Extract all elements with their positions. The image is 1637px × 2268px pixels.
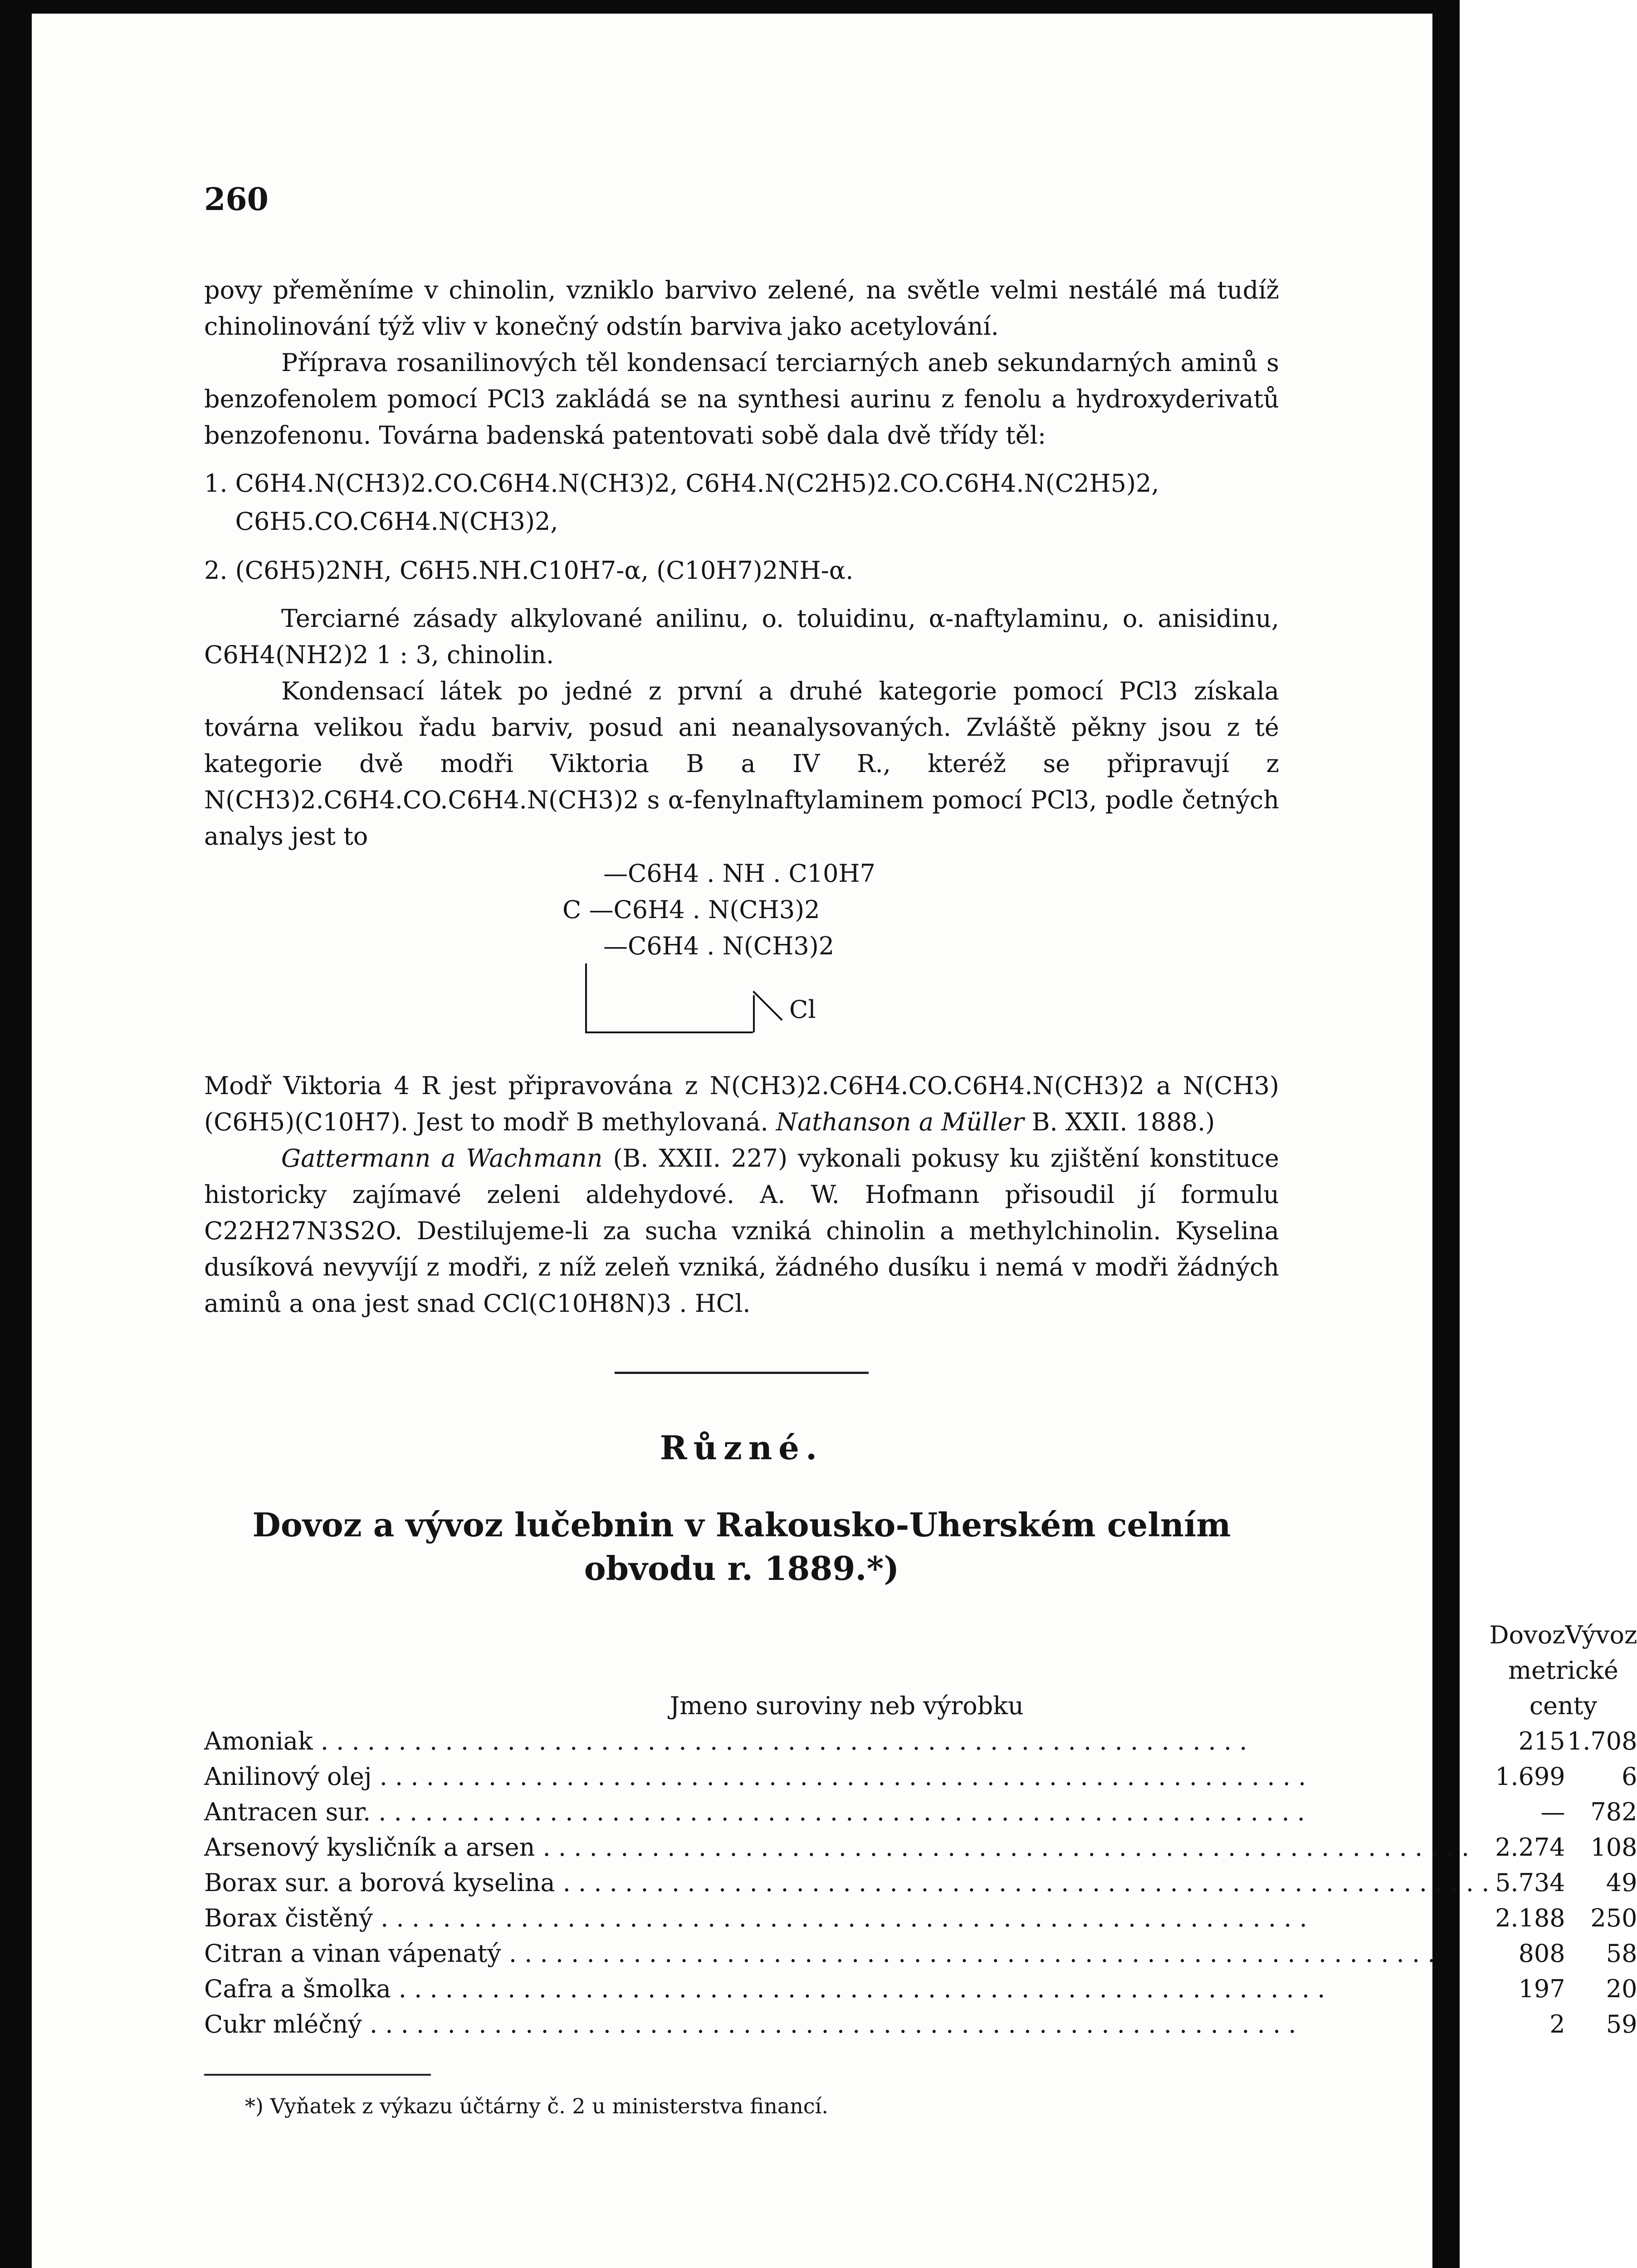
paragraph-1: povy přeměníme v chinolin, vzniklo barvivo zelené, na světle velmi nestálé má tudíž chinolinování týž vliv v konečný odstín barviva jako acetylování. [204, 276, 1279, 341]
section-title: Různé. [660, 1428, 824, 1467]
row-import: 197 [1518, 1975, 1565, 2003]
body-text-2 [204, 601, 1279, 855]
header-unit: metrické centy [1508, 1656, 1618, 1720]
row-name: Borax čistěný . . . . . . . . . . . . . . . . . . . . . . . . . . . . . . . . . . . . . . . . . . . . . . . . . . . . . . . . . . . . [204, 1904, 1307, 1932]
table-row [204, 1865, 1637, 1901]
body-text [204, 272, 1279, 454]
table-title: Dovoz a vývoz lučebnin v Rakousko-Uherském celním obvodu r. 1889.*) [252, 1505, 1231, 1588]
paragraph-5-citation-authors: Nathanson a Müller [776, 1108, 1024, 1136]
table-row [204, 1794, 1637, 1830]
row-export: 108 [1590, 1833, 1637, 1862]
paragraph-6-text: (B. XXII. 227) vykonali pokusy ku zjištění konstituce historicky zajímavé zeleni aldehydové. A. W. Hofmann přisoudil jí formulu C22H27N3S2O. Destilujeme-li za sucha vzniká chinolin a methylchinolin. Kyselina dusíková nevyvíjí z modři, z níž zeleň vzniká, žádného dusíku i nemá v modři žádných aminů a ona jest snad CCl(C10H8N)3 . HCl. [204, 1144, 1280, 1318]
footnote: *) Vyňatek z výkazu účtárny č. 2 u ministerstva financí. [245, 2094, 829, 2118]
row-name: Citran a vinan vápenatý . . . . . . . . . . . . . . . . . . . . . . . . . . . . . . . . . . . . . . . . . . . . . . . . . . . . . . . . . . . . [204, 1939, 1436, 1968]
struct-line-1: —C6H4 . NH . C10H7 [603, 859, 875, 888]
row-import: — [1540, 1798, 1565, 1826]
bond-vertical [585, 963, 587, 1031]
row-name: Cafra a šmolka . . . . . . . . . . . . . . . . . . . . . . . . . . . . . . . . . . . . . . . . . . . . . . . . . . . . . . . . . . . . [204, 1975, 1325, 2003]
formula-class-2: 2. (C6H5)2NH, C6H5.NH.C10H7-α, (C10H7)2NH-α. [204, 556, 854, 585]
paragraph-6 [204, 1140, 1279, 1322]
row-export: 59 [1606, 2010, 1637, 2038]
bond-horizontal [585, 1031, 753, 1033]
row-export: 1.708 [1567, 1727, 1637, 1755]
page-number: 260 [204, 181, 269, 218]
row-name: Borax sur. a borová kyselina . . . . . . . . . . . . . . . . . . . . . . . . . . . . . . . . . . . . . . . . . . . . . . . . . . . . . . . . . . . . [204, 1868, 1490, 1897]
paragraph-4: Kondensací látek po jedné z první a druhé kategorie pomocí PCl3 získala továrna velikou řadu barviv, posud ani neanalysovaných. Zvláště pěkny jsou z té kategorie dvě modři Viktoria B a IV R., kteréž se připravují z N(CH3)2.C6H4.CO.C6H4.N(CH3)2 s α-fenylnaftylaminem pomocí PCl3, podle četných analys jest to [204, 677, 1279, 850]
row-export: 49 [1606, 1868, 1637, 1897]
row-name: Arsenový kysličník a arsen . . . . . . . . . . . . . . . . . . . . . . . . . . . . . . . . . . . . . . . . . . . . . . . . . . . . . . . . . . . . [204, 1833, 1470, 1862]
table-row [204, 1724, 1637, 1759]
struct-line-2: C —C6H4 . N(CH3)2 [562, 895, 820, 924]
paragraph-5-citation-ref: B. XXII. 1888.) [1031, 1108, 1215, 1136]
bond-diagonal [753, 991, 782, 1021]
row-export: 58 [1606, 1939, 1637, 1968]
formula-1a: 1. C6H4.N(CH3)2.CO.C6H4.N(CH3)2, C6H4.N(C2H5)2.CO.C6H4.N(C2H5)2, [204, 469, 1159, 498]
bond-vertical-2 [753, 995, 755, 1032]
row-import: 1.699 [1495, 1762, 1565, 1791]
formula-1b: C6H5.CO.C6H4.N(CH3)2, [235, 507, 558, 536]
divider-rule [615, 1372, 869, 1374]
table-row [204, 1759, 1637, 1794]
row-import: 5.734 [1495, 1868, 1565, 1897]
row-name: Anilinový olej . . . . . . . . . . . . . . . . . . . . . . . . . . . . . . . . . . . . . . . . . . . . . . . . . . . . . . . . . . . . [204, 1762, 1306, 1791]
paragraph-2: Příprava rosanilinových těl kondensací terciarných aneb sekundarných aminů s benzofenolem pomocí PCl3 zakládá se na synthesi aurinu z fenolu a hydroxyderivatů benzofenonu. Továrna badenská patentovati sobě dala dvě třídy těl: [204, 348, 1279, 450]
struct-line-3: —C6H4 . N(CH3)2 [603, 932, 835, 960]
row-import: 808 [1518, 1939, 1565, 1968]
trade-table [204, 1618, 1637, 2042]
header-name: Jmeno suroviny neb výrobku [669, 1691, 1024, 1720]
row-import: 215 [1518, 1727, 1565, 1755]
header-import: Dovoz [1489, 1621, 1565, 1649]
table-row [204, 1971, 1637, 2007]
row-export: 782 [1590, 1798, 1637, 1826]
table-row [204, 1936, 1637, 1971]
paragraph-3: Terciarné zásady alkylované anilinu, o. toluidinu, α-naftylaminu, o. anisidinu, C6H4(NH2)2 1 : 3, chinolin. [204, 604, 1279, 669]
struct-line-4: Cl [789, 995, 816, 1024]
row-import: 2 [1549, 2010, 1565, 2038]
footnote-rule [204, 2074, 431, 2076]
structural-formula [204, 859, 1279, 1059]
table-row [204, 1901, 1637, 1936]
row-export: 6 [1622, 1762, 1637, 1791]
row-name: Cukr mléčný . . . . . . . . . . . . . . . . . . . . . . . . . . . . . . . . . . . . . . . . . . . . . . . . . . . . . . . . . . . . [204, 2010, 1296, 2038]
header-export: Vývoz [1565, 1621, 1637, 1649]
body-text-3 [204, 1068, 1279, 1322]
row-import: 2.274 [1495, 1833, 1565, 1862]
table-row [204, 2007, 1637, 2042]
row-export: 20 [1606, 1975, 1637, 2003]
row-export: 250 [1590, 1904, 1637, 1932]
row-import: 2.188 [1495, 1904, 1565, 1932]
page [204, 181, 1637, 2118]
table-row [204, 1830, 1637, 1865]
paragraph-5-text: Modř Viktoria 4 R jest připravována z N(CH3)2.C6H4.CO.C6H4.N(CH3)2 a N(CH3)(C6H5)(C10H7). Jest to modř B methylovaná. [204, 1071, 1279, 1136]
row-name: Amoniak . . . . . . . . . . . . . . . . . . . . . . . . . . . . . . . . . . . . . . . . . . . . . . . . . . . . . . . . . . . . [204, 1727, 1247, 1755]
row-name: Antracen sur. . . . . . . . . . . . . . . . . . . . . . . . . . . . . . . . . . . . . . . . . . . . . . . . . . . . . . . . . . . . . [204, 1798, 1305, 1826]
paragraph-5 [204, 1068, 1279, 1140]
formula-class-1 [204, 464, 1279, 541]
paragraph-6-authors: Gattermann a Wachmann [281, 1144, 603, 1173]
